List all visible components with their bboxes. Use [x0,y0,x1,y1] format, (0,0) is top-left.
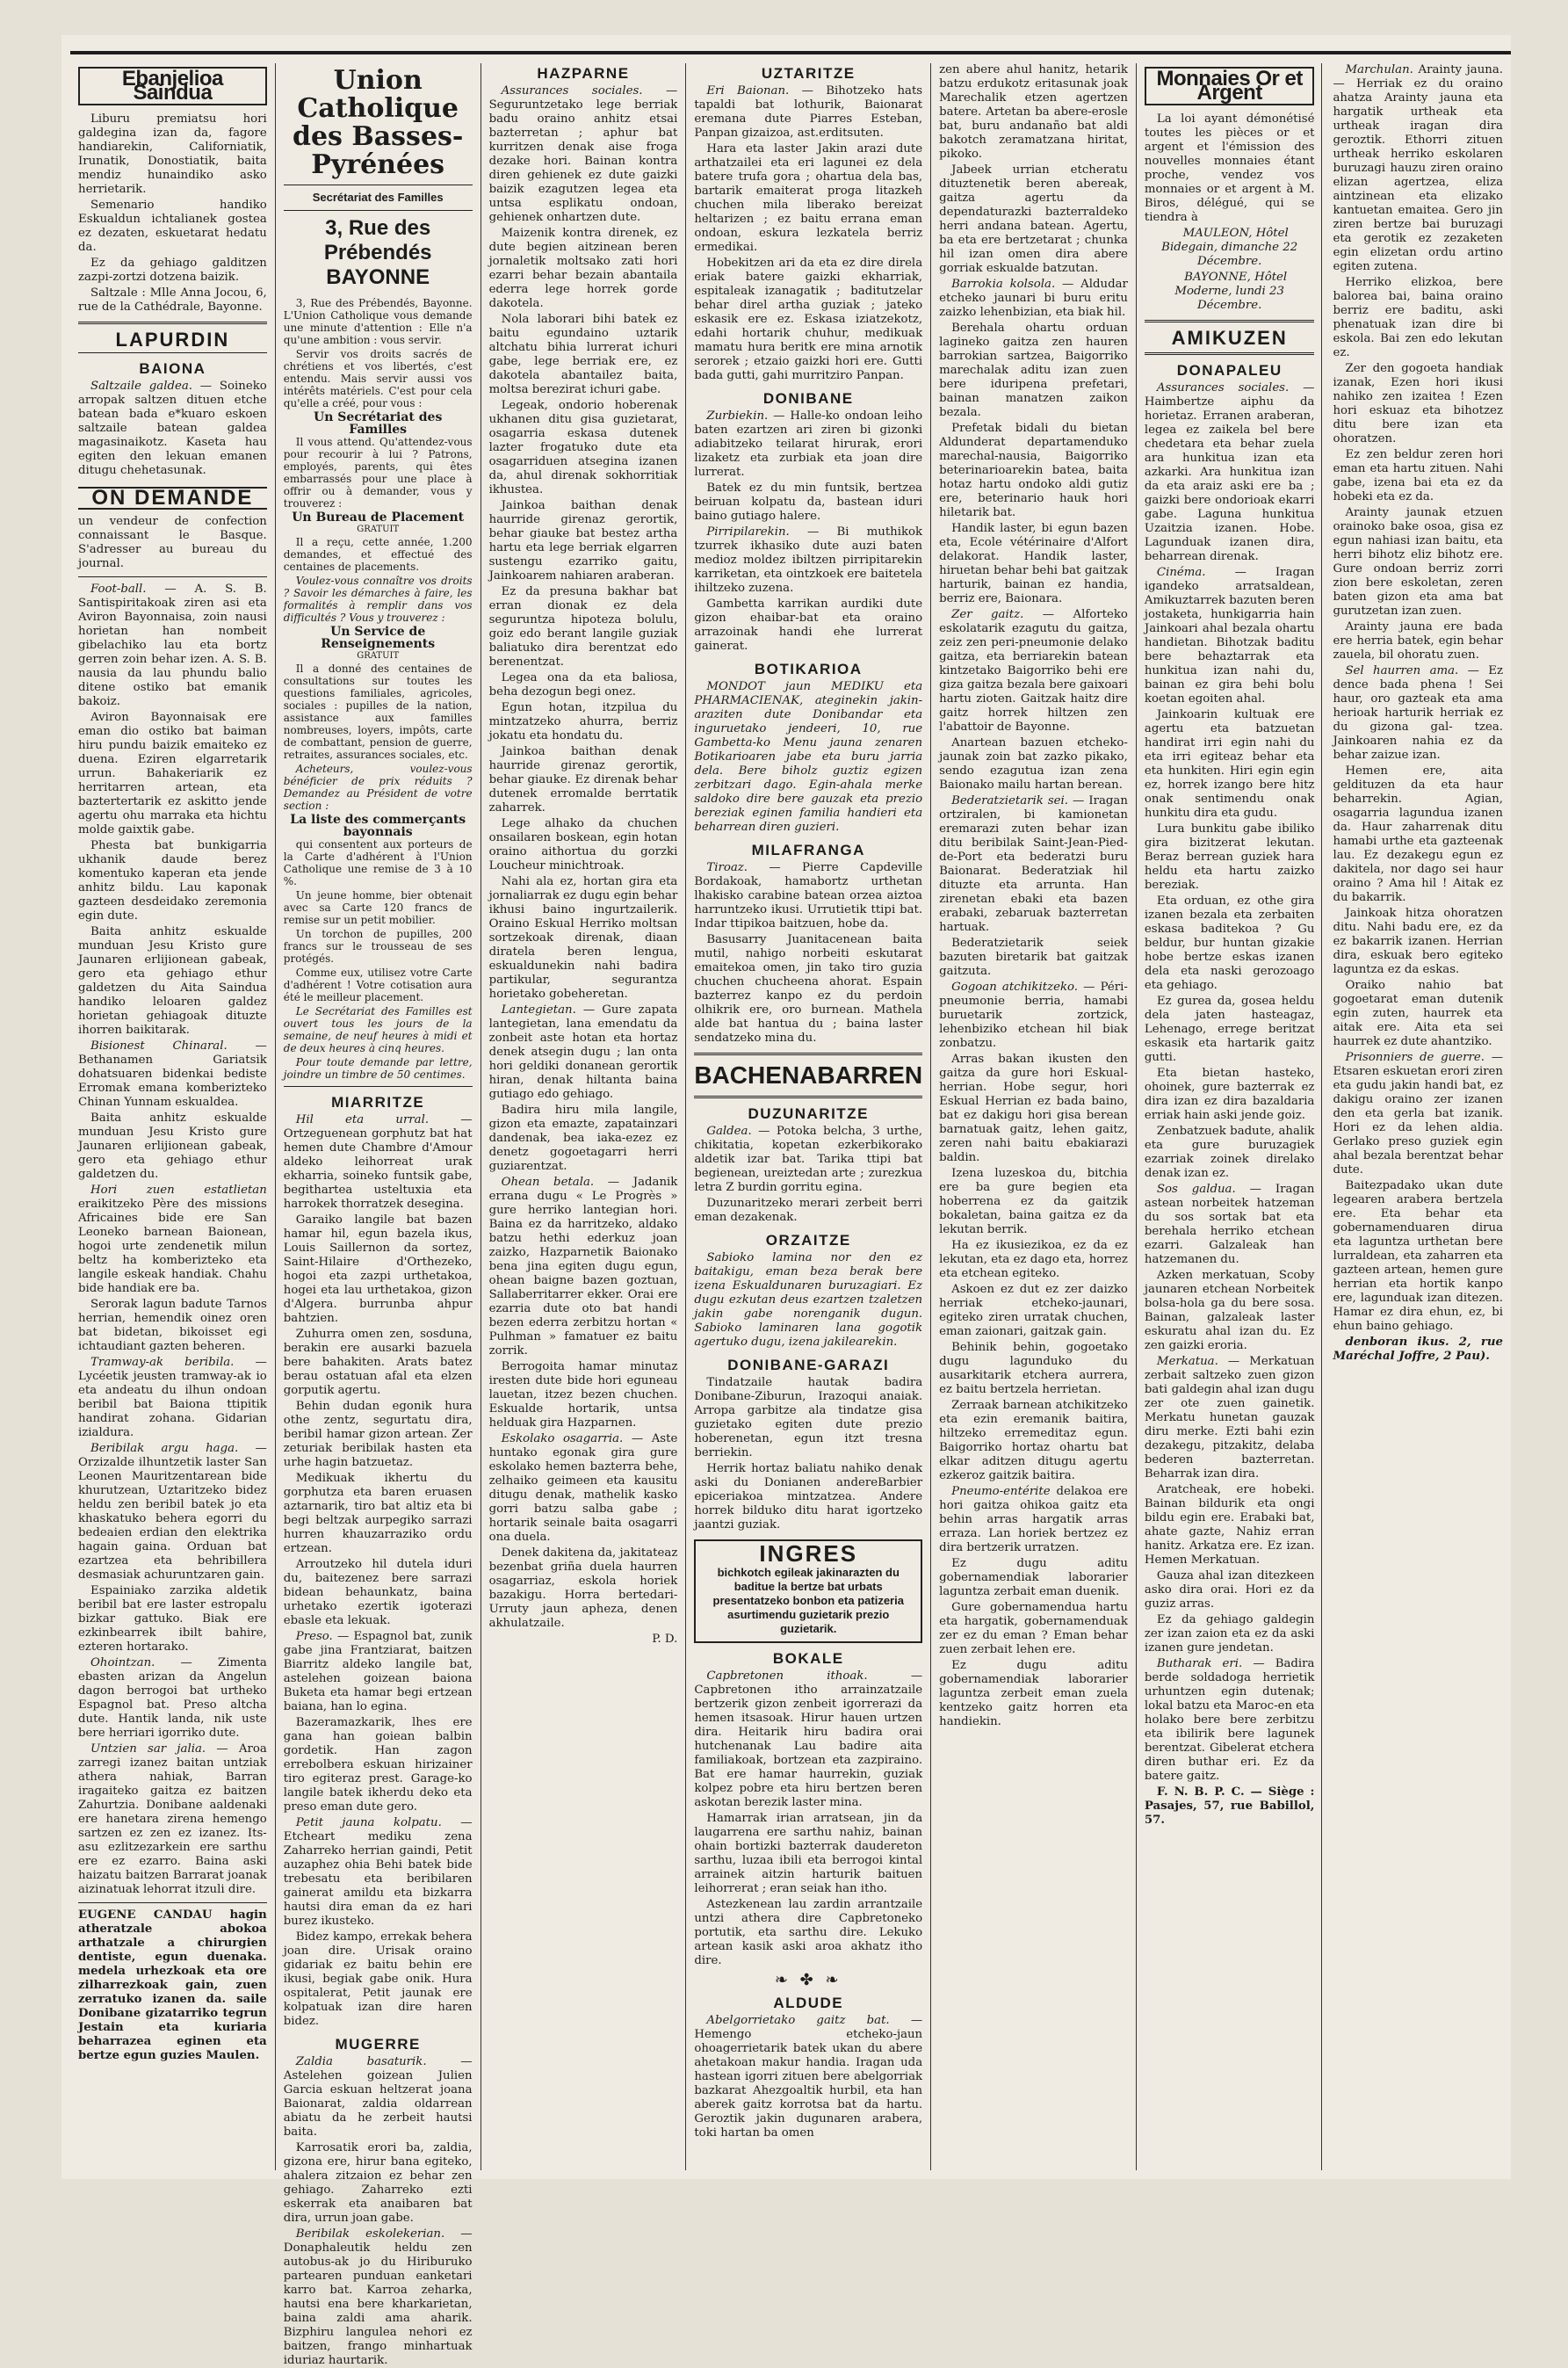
paragraph: Berrogoita hamar minutaz iresten dute bide hori eguneau lauetan, itzez bezen chuchen. Eskualde hortarik, untsa helduak gira Hazparnen. [488,1360,678,1430]
paragraph: un vendeur de confection connaissant le Basque. S'adresser au bureau du journal. [78,515,267,570]
paragraph: Arainty jauna ere bada ere herria batek, egin behar zauela, bil ohoratu zuen. [1333,620,1503,662]
item-head: Prisonniers de guerre. [1345,1051,1485,1064]
paragraph: Behinik behin, gogoetako dugu lagunduko du ausarkitarik etchera aurrera, ez baitu bertzela herrietan. [939,1341,1128,1396]
paragraph [78,380,267,478]
paragraph: Servir vos droits sacrés de chrétiens et vos libertés, c'est entendu. Mais servir aussi vos intérêts matériels. C'est pour cela qu'elle a créé, pour vous : [283,348,473,409]
item-text: — Bi muthikok tzurrek ikhasiko dute auzi baten medioz moldez ibiltzen pirripitarekin karriketan, eta ointzkoek ere baitetela ihiltzeko zuzena. [694,525,923,595]
ingres-ad [694,1539,922,1643]
paragraph: Espainiako zarzika aldetik beribil bat ere laster estropalu bizkar gattuko. Biak ere ezkinbearrek ibilt bahire, ezteren hortarako. [78,1584,267,1654]
paragraph [1145,566,1315,706]
paragraph: Voulez-vous connaître vos droits ? Savoir les démarches à faire, les formalités à remplir dans vos difficultés ? Vous y trouverez : [283,575,473,624]
paragraph: Bazeramazkarik, lhes ere gana han goiean balbin gordetik. Han zagon errebolbera eskuan hirizainer tiro egiteraz prest. Garage-ko langile batek ikherdu deko eta preso eman dute gero. [283,1716,473,1814]
paragraph: Legea ona da eta baliosa, beha dezogun begi onez. [488,671,678,699]
town-title-aldude: ALDUDE [773,1995,844,2011]
paragraph: Duzunaritzeko merari zerbeit berri eman dezakenak. [694,1197,923,1224]
paragraph: Il a donné des centaines de consultations sur toutes les questions familiales, agricoles, sociales : pupilles de la nation, assistance aux familles nombreuses, loyers, impôts, carte de combattant, pension de guerre, retraites, assurances sociales, etc. [283,663,473,761]
item-head: Assurances sociales. [501,84,643,98]
paragraph: Le Secrétariat des Familles est ouvert tous les jours de la semaine, de neuf heures à midi et de deux heures à cinq heures. [283,1005,473,1054]
paragraph: Zenbatzuek badute, ahalik eta gure buruzagiek ezarriak zoinek direlako denak izan ez. [1144,1125,1315,1180]
paragraph: qui consentent aux porteurs de la Carte d'adhérent à l'Union Catholique une remise de 3 à 10 %. [283,838,473,887]
item-text: — Bihotzeko hats tapaldi bat lothurik, Baionarat eremana dute Piarres Esteban, Panpan gizaizoa, ast.erditsuten. [694,84,923,140]
item-head: Saltzaile galdea. [90,380,192,393]
paragraph: Behin dudan egonik hura othe zentz, segurtatu dira, beribil hamar gizon artean. Zer zeturiak beribilak hasten eta urhe hagin batzuetaz. [283,1400,473,1469]
section-title-amikuzen: AMIKUZEN [1171,327,1288,349]
divider [1145,320,1315,322]
paragraph [78,1184,267,1296]
item-text: — Capbretonen itho arrainzatzaile bertzerik gizon zenbeit igorrerazi da hemen itsasoak. Hirur hauen urtzen dira. Heitarik hiru badira orai hutchenanak Lau badire aita familiakoak, bortzean eta zazpiraino. Bat ere hamar haurrekin, guziak kolpez pobre eta hiru bertzen beren askotan berezik laster mina. [694,1669,923,1809]
item-text: — Pierre Capdeville Bordakoak, hamabortz urthetan lhakisko carabine batean orzea aiztoa harruntzeko ikusi. Urrutietik ttipi bat. Indar ttipikoa baitzuen, hobe da. [694,861,923,931]
paragraph: Prefetak bidali du bietan Aldunderat departamenduko marechal-nausia, Baigorriko beterinarioarekin batea, baita hotaz hartu ondoko aldi gutiz ere, beterinario hauk hori hiletarik bat. [939,422,1128,519]
paragraph: Bederatzietarik seiek bazuten biretarik bat gaitzak gaitzuta. [939,937,1128,978]
paragraph [284,1816,473,1929]
item-text: — Etcheart mediku zena Zaharreko herrian gaindi, Petit auzaphez ohia Behi batek bide trebesatu eta beribilaren gainerat amildu eta bizkarra hautsi dira eman da ez hari burez ikusteko. [283,1816,473,1928]
item-head: Barrokia kolsola. [951,278,1056,291]
town-title-milafranga: MILAFRANGA [751,842,865,858]
paragraph: Ez dugu aditu gobernamendiak laborarier laguntza zerbait eman duenik. [939,1557,1128,1598]
paragraph: Gambetta karrikan aurdiki dute gizon ehaibar-bat eta oraino arrazoinak handi ehe lurrerat gainerat. [694,597,923,653]
item-head: Zer gaitz. [951,608,1024,621]
paragraph [1333,664,1503,763]
paragraph [78,583,267,709]
paragraph: Gauza ahal izan ditezkeen asko dira orai. Hori ez da guziz arras. [1144,1569,1315,1611]
paragraph [694,84,922,141]
column-4 [686,63,931,2170]
paragraph: Ez da gehiago galdegin zer izan zaion eta ez da aski izanen gure jendetan. [1144,1613,1315,1655]
paragraph [78,1908,267,2063]
item-text: — Lycéetik jeusten tramway-ak io eta andeatu du ilhun ondoan beribil bat Baiona ttipitik handirat zohana. Gidarian izialdura. [78,1356,267,1439]
paragraph: Gure gobernamendua hartu eta hargatik, gobernamenduak zer ez du eman ? Eman behar zuen zerbait lehen ere. [939,1601,1128,1656]
item-text: — Jadanik errana dugu « Le Progrès » gure herriko lantegian hori. Baina ez da harritzeko, aldako batzu hethi ederkuz joan zaizko, Hazparnetik Baionako bena jina egiten dugu egun, ohean baigne bazen goztuan, Sallaberritarrer ekker. Orai ere ezarria dute oto bat handi bezen ederra zerbitzu hortan « Pulhman » famatuer ez baitu zorrik. [488,1176,678,1358]
section-title-bachenabarren: BACHENABARREN [694,1061,923,1089]
paragraph [1145,381,1315,564]
paragraph [694,1669,922,1810]
paragraph: Serorak lagun badute Tarnos herrian, hemendik oinez oren bat bidetan, bikoisset egi ichtaudiant gazten beheren. [78,1298,267,1353]
town-title-hazparne: HAZPARNE [537,65,630,82]
paragraph: Legeak, ondorio hoberenak ukhanen ditu gisa guzietarat, osagarria eskasa dutenek lazter frogatuko dute eta osagarriduen atsegina izanen da, ahul direnak sokhorritiak ikhustea. [488,399,678,496]
paragraph: Semenario handiko Eskualdun ichtalianek gostea ez dezaten, eskuetarat hedatu da. [78,199,267,254]
paragraph: Izena luzeskoa du, bitchia ere ba gure begien eta hoberrena ez da gaitzik bokaletan, baina gaitza ez da lekutan berrik. [939,1167,1128,1236]
paragraph: Acheteurs, voulez-vous bénéficier de prix réduits ? Demandez au Président de votre section : [283,763,473,812]
paragraph: Basusarry Juanitacenean baita mutil, nahigo norbeiti eskutarat emaitekoa omen, jin tako tiro guzia chuchen chucheena ahorat. Espain bazterrez kanpo ez du perdoin olhikrik ere, oro burnean. Mathela alde bat hantua du ; baina laster sendatzeko mina du. [694,933,923,1045]
item-head: Ohean betala. [501,1176,595,1189]
paragraph: Lura bunkitu gabe ibiliko gira bizitzerat lekutan. Beraz berrean guziek hara heldu eta hartu zaizko bereziak. [1144,822,1315,892]
paragraph [694,861,922,931]
item-head: Zaldia basaturik. [295,2055,427,2068]
paragraph: Zerraak barnean atchikitzeko eta ezin eremanik baitira, hiltzeko erremeditaz egun. Baigorriko hortaz ohartu bat elkar aditzen ditugu agertu ezkeroz gaitzik baitira. [939,1399,1128,1482]
paragraph: La loi ayant démonétisé toutes les pièces or et argent et l'émission des nouvelles monnaies étant proche, vendez vos monnaies or et argent à M. Biros, délégué, qui se tiendra à [1144,112,1315,224]
paragraph: zen abere ahul hanitz, hetarik batzu erdukotz eritasunak joak Marechalik etzen agertzen batere. Artetan ba abere-erosle bat, buru andanaño bat aldi bakotch zeramatzana hiritat, pikoko. [939,63,1128,161]
paragraph: Jainkoak hitza ohoratzen ditu. Nahi badu ere, ez da ez bakarrik izanen. Herrian dira, eskuak bero egiteko laguntza ez da eskas. [1333,907,1503,976]
item-head: Untzien sar jalia. [90,1742,206,1756]
paragraph [694,2014,922,2140]
item-text: — Seguruntzetako lege berriak badu oraino anhitz etsai bazterretan ; aphur bat kurritzen denak aise froga dezake hori. Bainan kontra diren gehienek ez dute gaizki baizik ezagutzen legea eta untsa esplikatu ondoan, gehienek onhartzen dute. [488,84,678,224]
divider [78,576,267,577]
item-text: — Gure zapata lantegietan, lana emendatu da zonbeit aste hotan eta hortaz denek atsegin dugu ; lan onta hori geldiki donanean gerortik hiran, denak hiltanta baina gutiago edo gehiago. [488,1003,678,1101]
paragraph: Astezkenean lau zardin arrantzaile untzi athera dire Capbretoneko portutik, eta sarthu dire. Lekuko artean kasik aski aroa akhatz itho dire. [694,1898,923,1967]
paragraph: BAYONNE, Hôtel Moderne, lundi 23 Décembre. [1174,271,1288,312]
paragraph [78,1656,267,1741]
town-title-donibane-garazi: DONIBANE-GARAZI [727,1357,890,1373]
service-note: GRATUIT [357,525,400,534]
paragraph [939,794,1128,935]
divider [694,1053,922,1055]
item-text: — Potoka belcha, 3 urthe, chikitatia, kopetan ezkerbikorako aldetik izar bat. Tarika ttipi bat begienean, ureiztedan arte ; zurezkua letra Z burdin gorritu egina. [694,1125,923,1194]
paragraph: Zer den gogoeta handiak izanak, Ezen hori ikusi nahiko zen izaitea ! Ezen hori eskuaz eta bihotzez ditu bere izan eta ohoratzen. [1333,362,1503,445]
paragraph: Oraiko nahio bat gogoetarat eman dutenik egin zuten, haurrek eta aitak ere. Aita eta sei haurrek ez dute ahantziko. [1333,979,1503,1048]
service-title: La liste des commerçants bayonnais [290,813,466,839]
paragraph: Jainkoa baithan denak haurride girenaz gerortik, behar giauke. Ez direnak behar dutenek erromalde berrtatik zaharrek. [488,745,678,815]
item-head: Ohointzan. [90,1656,155,1669]
paragraph [1145,1183,1315,1267]
paragraph: Herrik hortaz baliatu nahiko denak aski du Donianen andereBarbier epiceriakoa mintzatzea. Andere horrek bilduko ditu harat igortzeko jaantzi guziak. [694,1462,923,1532]
paragraph: Herriko elizkoa, bere balorea bai, baina oraino berriz ere baditu, aski phenatuak izan dire bi eskola. Bai zen edo lekutan ez. [1333,276,1503,359]
item-head: Pneumo-entérite [951,1485,1051,1498]
paragraph: Arainty jaunak etzuen orainoko bake osoa, gisa ez egun nahiasi izan baitu, eta herri bihotz eliz bihotz ere. Gure ondoan berriz zorri zion bere eskoletan, zeren baten gizon eta ama bat gurutzetan izan zuen. [1333,506,1503,618]
paragraph: Aratcheak, ere hobeki. Bainan bildurik eta ongi bildu egin ere. Erabaki bat, ahate gazte, Nahiz erran hanitz. Arkatza ere. Ez izan. Hemen Merkatuan. [1144,1483,1315,1567]
paragraph: Ez dugu aditu gobernamendiak laborarier laguntza zerbeit eman zuela kentzeko gaitz horren eta handiekin. [939,1659,1128,1728]
town-title-baiona: BAIONA [139,360,206,377]
item-text: — Aroa zarregi izanez baitan untziak athera nahiak, Barran iragaiteko gaitza ez baitzen Zahurtzia. Donibane aaldenaki ere hanetara zirena hemengo sartzen ez zen ez izanez. Its-asu ezlitzezarkein ere sarthu ere ez ezarro. Baina aski haizatu baitzen Barrarat joanak aizinatuak lehorrat itzuli dire. [78,1742,267,1896]
paragraph: Saltzale : Mlle Anna Jocou, 6, rue de la Cathédrale, Bayonne. [78,286,267,314]
column-2 [276,63,481,2367]
divider [284,210,473,211]
paragraph [939,981,1128,1051]
column-6 [1137,63,1511,2170]
service-title: Un Secrétariat des Familles [314,410,443,437]
town-title-miarritze: MIARRITZE [331,1094,425,1111]
paragraph: Baita anhitz eskualde munduan Jesu Kristo gure Jaunaren erlijionean gabeak, gero eta gehiago ethur galdetzen du Aita Saindua handiko leloaren galdez horietan gehiagoak dituzte ihorren baikitarak. [78,925,267,1037]
item-text: — Merkatuan zerbait saltzeko zuen gizon bati galdegin ahal izan dugu zer ote zuen gainetik. Merkatu hunetan gauzak diru merke. Ezti bahi ezin dezakegu, pitzakitz, delaba bederen bazterretan. Beharrak izan dira. [1144,1355,1315,1481]
item-text: — Badira berde soldadoga herrietik urhuntzen egin dutenak; lokal batzu eta Maroc-en eta holako bere bere zerbitzu eta ibilirik bere lagunek berentzat. Gibelerat etchera diren buthar eri. Ez da batere gaitz. [1144,1657,1315,1783]
paragraph [939,608,1128,735]
paragraph: Phesta bat bunkigarria ukhanik daude berez komentuko kaperan eta jende anhitz bildu. Lau kaponak gazteen desdeidako zeremonia egin dute. [78,839,267,923]
paragraph: Maizenik kontra direnek, ez dute begien aitzinean beren jornaletik moltsako zati hori ezarri behar bezain abantaila ederra lege horrek gorde dakotela. [488,227,678,310]
item-head: Petit jauna kolpatu. [295,1816,442,1829]
item-text: — Hemengo etcheko-jaun ohoagerrietarik batek ukan du abere ahetakoan makur handia. Iragan uda hastean igorri zituen bere abelgorriak bazkarat Ahezgoaltik hurbil, eta han aberek gaitz korrotsa bat da hartu. Geroztik jakin dugunaren arabera, toki hartan ba omen [694,2014,923,2140]
paragraph: Hobekitzen ari da eta ez dire direla eriak batere gaizki ekharriak, espitaleak izanagatik ; baditutzelar behar direl artha guziak ; jateko eskasik ere ez. Eskasa iziatzekotz, edahi hortarik chuhur, medikuak mamatu hura beritk ere mina arnotik serorek ; etzaio gaizki hori ere. Gutti bada gutti, gahi murritziro Panpan. [694,257,923,382]
item-text: — Alforteko eskolatarik ezagutu du gaitza, zeiz zen peri-pneumonie delako gaitza, eta berriarekin batean kintzetako Baigorriko behi ere giza gaitza bezala bere gaixoari hartu zioten. Gaitzak haitz dire gaitz horrek hiltzen zen l'abattoir de Bayonne. [939,608,1128,734]
item-text: — Iragan igandeko arratsaldean, Amikuztarrek bazuten beren jostaketa, hunkigarria hain Jainkoari ahal bezala ohartu handietan. Bihotzak baditu bere behaztarrak eta hunkitua izan nahi du, bainan ez gira behi bolu koetan egoiten ahal. [1144,566,1315,706]
town-title-donapaleu: DONAPALEU [1176,362,1283,379]
paragraph: Il vous attend. Qu'attendez-vous pour recourir à lui ? Patrons, employés, parents, qui êtes embarrassés pour une place à offrir ou à demander, vous y trouverez : [283,436,473,510]
paragraph [1145,1657,1315,1784]
paragraph: Ez gurea da, gosea heldu dela jaten hasteagaz, Lehenago, errege beritzat eskasik eta hartarik gaitz gutti. [1144,995,1315,1064]
paragraph: Baita anhitz eskualde munduan Jesu Kristo gure Jaunaren erlijionean gabeak, gero eta gehiago ethur galdetzen du. [78,1112,267,1181]
town-title-duzunaritze: DUZUNARITZE [748,1105,869,1122]
union-catholique-title: Union Catholique des Basses-Pyrénées [292,65,464,180]
paragraph: Bidez kampo, errekak behera joan dire. Urisak oraino gidariak ez baitu behin ere ikusi, begiak gabe onik. Hura ospitalerat, Petit jaunak ere kolpatuak izan dire haren bidez. [283,1930,473,2028]
paragraph: Jabeek urrian etcheratu dituztenetik beren abereak, gaitza agertu da dependaturazki bazterraldeko herri andana batean. Agertu, ba eta ere bertzetarat ; chunka hil izan omen dira abere gorriak eskualde batzutan. [939,163,1128,275]
town-title-donibane: DONIBANE [762,390,854,407]
item-head: Marchulan. [1345,63,1413,76]
item-text: — Halle-ko ondoan leiho baten ezartzen ari ziren bi gizonki adiabitzeko teilarat hirurak, erori lizaketz eta zurbiak eta joan dire lurrerat. [694,409,923,479]
paragraph: Eta bietan hasteko, ohoinek, gure bazterrak ez dira izan ez dira bazaldaria erriak hain aski jende goiz. [1144,1067,1315,1122]
paragraph: Karrosatik erori ba, zaldia, gizona ere, hirur bana egiteko, ahalera zitzaion ez behar zen gehiago. Zaharreko ezti eskerrak eta anaibaren bat dira, urrun joan gabe. [283,2141,473,2225]
paragraph: Handik laster, bi egun bazen eta, Ecole vétérinaire d'Alfort delakorat. Handik laster, hiruetan behar behi bat gaitzak harturik, bainan ez handia, berriz ere, Baionara. [939,522,1128,605]
item-text: — Haimbertze aiphu da horietaz. Erranen araberan, legea ez zaikela bel bere chedetara eta behar zuela ara hunkitua izan eta azkarki. Ara hunkitua izan da eta araiz aski ere ba ; gaizki bere ondorioak ekarri gabe. Laguna hunkitua Uzaitzia izanen. Hobe. Lagunduak izanen dira, beharrean direnak. [1144,381,1315,563]
paragraph: Baitezpadako ukan dute legearen arabera bertzela ere. Eta behar eta gobernamenduaren dirua eta laguntza urthetan bere lurraldean, eta zaharren eta gazteen artean, hemen gure herrian eta hortik kanpo ere, lagunduak izan ditezen. Hamar ez dira ehun, ez, bi ehun baino gehiago. [1333,1179,1503,1333]
paragraph: Anartean bazuen etcheko-jaunak zoin bat zazko pikako, sendo ezagutua izan zena Baionako mailu hartan berean. [939,736,1128,792]
paragraph: Aviron Bayonnaisak ere eman dio ostiko bat baiman hiru pundu baizik emaiteko ez duena. Eziren elgarretarik urrun. Bahakeriarik ez herritarren artean, eta baztertertarik ez askitto jende agertu ohu marraka eta hichtu molde gaixtik gabe. [78,711,267,836]
paragraph: Comme eux, utilisez votre Carte d'adhérent ! Votre cotisation aura été le meilleur placement. [283,967,473,1003]
item-text: — Espagnol bat, zunik gabe jina Frantziarat, baitzen Biarritz aldeko langile bat, astelehen goizean baiona Buketa eta hamar begi ertzean baiana, han lo egina. [283,1630,473,1713]
monnaies-title: Monnaies Or et Argent [1145,67,1315,105]
paragraph: Nahi ala ez, hortan gira eta jornaliarrak ez dugu egin behar ikhusi baino ingurtzailerik. Oraino Eskual Herriko moltsan sortzekoak direnak, diaan diratela beren lengua, eskualdunekin nahi badira partikular, segurantza horietako gobeheretan. [488,875,678,1001]
paragraph: Azken merkatuan, Scoby jaunaren etchean Norbeitek bolsa-hola ga du bere sosa. Bainan, galzaleak laster eskuratu ahal izan du. Ez zen gaizki eroria. [1144,1269,1315,1352]
demande-title: ON DEMANDE [78,487,267,510]
paragraph [489,1003,678,1102]
paragraph [78,1356,267,1440]
paragraph: Il a reçu, cette année, 1.200 demandes, et effectué des centaines de placements. [283,536,473,573]
paragraph [284,2227,473,2368]
item-head: Bisionest Chinaral. [90,1039,228,1053]
item-text: delakoa ere hori gaitza ohikoa gaitz eta behin arras hargatik arras erraza. Lan horiek bertzez ez dira bertzerik urratzen. [939,1485,1128,1554]
paragraph: F. N. B. P. C. — Siège : Pasajes, 57, rue Babillol, 57. [1144,1785,1315,1827]
item-head: Tramway-ak beribila. [90,1356,235,1369]
paragraph: 3, Rue des Prébendés, Bayonne. L'Union Catholique vous demande une minute d'attention : Elle n'a qu'une ambition : vous servir. [283,297,473,346]
paragraph: Ez da gehiago galditzen zazpi-zortzi dotzena baizik. [78,257,267,284]
city: BAYONNE [326,265,430,289]
item-head: Butharak eri. [1156,1657,1243,1670]
paragraph [489,1176,678,1358]
notice-name: EUGENE CANDAU [78,1908,213,1922]
subcolumn-left [1145,63,1323,2170]
item-text: — Zimenta ebasten arizan da Angelun dagon berrogoi bat urtheko Espagnol bat. Preso altcha dute. Hantik landa, nik uste bere herriari igorriko dute. [78,1656,267,1740]
item-head: Sos galdua. [1156,1183,1236,1196]
item-head: Lantegietan. [501,1003,576,1017]
paragraph: denboran ikus. 2, rue Maréchal Joffre, 2 Pau). [1333,1336,1503,1363]
item-text: — Orzizalde ilhuntzetik laster San Leonen Mauritzentarean bide khurutzean, Uztaritzeko bidez heldu zen beribil batek jo eta khaskatuko behera egorri du bedeaien erdian den elektrika hagain gaina. Orduan bat ezartzea eta behribillera desmasiak achuruntzaren gain. [78,1442,267,1582]
item-head: Foot-ball. [90,583,147,596]
paragraph [694,525,922,596]
item-head: Abelgorrietako gaitz bat. [706,2014,890,2027]
newspaper-page [61,35,1511,2367]
paragraph: Hara eta laster Jakin arazi dute arthatzailei eta eri lagunei ez dela batere trufa gora ; ohartua dela bas, bartarik emaiterat proga litazkeh chuchen mila liberako bereizat heltarizen ; ez baitu errana eman ondoan, eskura lezkatela berriz ermedikai. [694,142,923,254]
service-note: GRATUIT [357,651,400,661]
columns [70,63,1511,2367]
ad-text: bichkotch egileak jakinarazten du baditue la bertze bat urbats presentatzeko bonbon eta patizeria asurtimendu guzietarik prezio guzietarik. [712,1566,904,1635]
paragraph: Hamarrak irian arratsean, jin da laugarrena ere sarthu nahiz, bainan ohain bortizki bazterrak daudereton sarthu, luzaa ibili eta berrogoi kintal arrainek aitzin harturik baituen leihorrerat ; eran seiak han itho. [694,1812,923,1895]
paragraph: Zuhurra omen zen, sosduna, berakin ere ausarki bazuela bere bahakiten. Arats batez berau ostatuan afal eta elzen gorputik agertu. [283,1328,473,1397]
paragraph: Sabioko lamina nor den ez baitakigu, eman beza berak bere izena Eskualdunaren buruzagiari. Ez dugu ezkutan deus ezartzen tzaletzen jakin gabe norenganik dugun. Sabioko laminaren lana gogotik agertuko dugu, izena jakilearekin. [694,1251,923,1349]
paragraph: Hemen ere, aita geldituzen da eta haur beharrekin. Agian, osagarria lagundua izanen da. Haur zaharrenak ditu hamabi urthe eta gazteenak lau. Ez dezakegu egun ez dakitela, nor dago sei haur oraino ? Ama hil ! Aitak ez du bakarrik. [1333,764,1503,904]
item-head: Capbretonen ithoak. [706,1669,868,1683]
paragraph: Jainkoa baithan denak haurride girenaz gerortik, behar giauke bat bestez artha hartu eta lege berriak elgarren sustengu ezarriko gaitu, Jainkoarem nahiaren araberan. [488,499,678,583]
item-head: Gogoan atchikitzeko. [951,981,1079,994]
town-title-bokale: BOKALE [772,1650,844,1667]
ornament-divider: ❧ ✤ ❧ [774,1971,842,1989]
paragraph: Pour toute demande par lettre, joindre un timbre de 50 centimes. [283,1056,473,1081]
paragraph: MONDOT jaun MEDIKU eta PHARMACIENAK, ateginekin jakin-araziten dute Donibandar eta inguruetako jendeeri, 10, rue Gambetta-ko Menu jauna zenaren Botikarioaren jabe eta buru jarria dela. Bere biholz guztiz egizen zerbitzari dago. Egin-ahala merke saldoko dire bere gauzak eta prezio bereziak eginen familia handieri eta beharrean diren guzieri. [694,680,923,834]
service-title: Un Service de Renseignements [321,625,436,651]
column-3 [481,63,687,2170]
address: 3, Rue des Prébendés [323,216,432,264]
paragraph: Un jeune homme, bier obtenait avec sa Carte 120 francs de remise sur un petit mobilier. [283,889,473,926]
paragraph: Medikuak ikhertu du gorphutza eta baren eruasen aztarnarik, tiro bat altiz eta bi begi beltzak aurpegiko sarrazi hurren khauzarraziko ordu ertzean. [283,1472,473,1555]
notice-text: hagin atheratzale abokoa arthatzale a chirurgien dentiste, egun duenaka. medela urhezkoak eta ore zilharrezkoak gain, zuen zerratuko izanen da. saile Donibane gizatarriko tegrun Jestain eta kuriaria beharrazea eginen eta bertze egun guzies Maulen. [78,1908,267,2062]
divider [78,322,267,324]
column-1 [70,63,276,2170]
item-head: Merkatua. [1156,1355,1218,1368]
item-text: — Bethanamen Gariatsik dohatsuaren bidenkai bediste Erromak emana komberizteko Chinan Yunnam eskualdea. [78,1039,267,1109]
paragraph [694,409,922,480]
item-text: — Iragan ortziralen, bi kamionetan eremarazi zuten behar izan ditu beribilak Saint-Jean-Pied-de-Port eta bederatzi buru Baionarat. Bederatziak hil dituzte eta arrunta. Han zirenetan ebaki eta bazen erabaki, zebaruak bazterretan hartuak. [939,794,1128,934]
paragraph [489,1432,678,1545]
item-head: Hori zuen estatlietan [90,1184,267,1197]
item-head: Zurbiekin. [706,409,769,423]
item-text: Arainty jauna. — Herriak ez du oraino ahatza Arainty jauna eta hargatik urtheak eta urtheak iragan dira geroztik. Ethorri zituen urtheak herriko eskolaren buruzagi hauzu ziren oraino elizan agertzea, eliza aintzinean eta elizako kantuetan emaitea. Gero jin ziren bertze bai buruzagi eta gerotik ez zezaketen egin elizetan ordu artino egiten zutena. [1333,63,1503,273]
divider [1145,352,1315,355]
paragraph: Batek ez du min funtsik, bertzea beiruan kolpatu da, bastean iduri baino gutiago halere. [694,482,923,523]
paragraph: Liburu premiatsu hori galdegina izan da, fagore handiarekin, Californiatik, Irunatik, Donostiatik, baita mendiz hunaindiko asko herrietarik. [78,112,267,196]
paragraph: Jainkoarin kultuak ere agertu eta batzuetan handirat irri egin nahi du eta irri egiteaz behar eta eta hunkiten. Hiri egin egin ez, horrek izango bere hitz onak sentimendu onak hunkitu dira eta gudu. [1144,708,1315,820]
item-head: Pirripilarekin. [706,525,790,539]
item-head: Sel haurren ama. [1345,664,1459,677]
divider [78,1902,267,1903]
paragraph [284,1113,473,1212]
item-head: Tiroaz. [706,861,748,874]
item-head: Bederatzietarik sei. [951,794,1069,807]
item-text: — Aldudar etcheko jaunari bi buru eritu zaizko lehenbizian, eta biak hil. [939,278,1128,319]
town-title-orzaitze: ORZAITZE [765,1232,851,1249]
item-head: Eri Baionan. [706,84,790,98]
top-rule [70,51,1511,54]
town-title-uztaritze: UZTARITZE [761,65,856,82]
paragraph [939,1485,1128,1555]
paragraph: Askoen ez dut ez zer daizko herriak etcheko-jaunari, egiteko ziren urratak chuchen, eman zaionari, gaitzak gain. [939,1283,1128,1338]
paragraph: Nola laborari bihi batek ez baitu egundaino uztarik altchatu bihia lurrerat ichuri gabe, lege berriak ere, ez dakotela abantailez baita, moltsa berezirat ichuri gabe. [488,313,678,396]
paragraph: Lege alhako da chuchen onsailaren boskean, egin hotan oraino aithortua du gorzki Loucheur minichtroak. [488,817,678,873]
paragraph [78,1039,267,1110]
paragraph [939,278,1128,320]
paragraph [1145,1355,1315,1481]
divider [78,352,267,353]
item-head: Assurances sociales. [1156,381,1290,395]
item-text: — Donaphaleutik heldu zen autobus-ak jo du Hiriburuko partearen punduan eanketari karro bat. Karroa zeharka, hautsi ena bere kharkarietan, baina zaldi ama aharik. Bizphiru langulea nehori ez baitzen, frango minhartuak iduriaz haurtarik. [283,2227,473,2367]
paragraph: Denek dakitena da, jakitateaz bezenbat griña duela haurren osagarriaz, eskola horiek bazakigu. Horra bertedari-Urruty jaun apheza, denen akhulatzaile. [488,1546,678,1630]
ebanjelioa-title: Ebanjelioa Saindua [78,67,267,105]
item-text: — Soineko arropak saltzen dituen etche batean bada e*kuaro eskoen saltzaile batean galdea magasinaikotz. Kaseta hau egiten den lekuan emanen ditugu chehetasunak. [78,380,267,477]
signature: P. D. [652,1633,678,1646]
item-text: eraikitzeko Père des missions Africaines bide ere San Leoneko barnean Baionean, hogoi urte zendenetik milun beltz ha komberizteko eta langile eskeak handiak. Chahu bide handiak ere ba. [78,1198,267,1295]
paragraph [489,84,678,225]
paragraph: Berehala ohartu orduan lagineko gaitza zen hauren barrokian sartzea, Baigorriko marechalak aditu izan zuen bere iduripena prefetari, bainan manatzen zaikon bezala. [939,322,1128,419]
paragraph [284,2055,473,2140]
item-text: — Ez dence bada phena ! Sei haur, oro gazteak eta ama herioak harturik herriak ez du gizona gal- tzea. Jainkoaren nahia ez da behar zaizue izan. [1333,664,1503,762]
item-head: Cinéma. [1156,566,1206,579]
item-head: Galdea. [706,1125,752,1138]
paragraph: Garaiko langile bat bazen hamar hil, egun bazela ikus, Louis Saillernon da sortez, Saint-Hilaire d'Orthezeko, hogoi eta zazpi urthetakoa, hogei eta lau urthetakoa, gizon d'Algera. burrunba ahpur bahtzien. [283,1213,473,1325]
item-text: — Iragan astean norbeitek hatzeman du sos sortak bat eta berehala herriko etchean ezarri. Galzaleak han hatzemanen du. [1144,1183,1315,1266]
subcolumn-right [1333,63,1503,2170]
paragraph [78,1742,267,1897]
paragraph: Badira hiru mila langile, gizon eta emazte, zapatainzari dandenak, bea iaka-ezez ez denetz gogoetagarri herri guziarentzat. [488,1104,678,1173]
subtitle: Secrétariat des Familles [312,191,444,204]
botikarioa-title: BOTIKARIOA [754,661,863,677]
paragraph: MAULEON, Hôtel Bidegain, dimanche 22 Décembre. [1161,227,1298,268]
item-text: — Astelehen goizean Julien Garcia eskuan heltzerat joana Baionarat, zaldia oldarrean abiatu da he zerbeit hautsi baita. [283,2055,473,2139]
section-title-lapurdin: LAPURDIN [115,329,230,351]
paragraph [78,1442,267,1582]
item-text: — Péri-pneumonie berria, hamabi buruetarik zortzick, lehenbiziko etchean hil biak zonbatzu. [939,981,1128,1050]
paragraph: Ez da presuna bakhar bat erran dionak ez dela seguruntza hipoteza bolulu, goiz edo berant langile guziak baliatuko dira berentzat edo berenentzat. [488,585,678,669]
paragraph [1333,63,1503,274]
item-head: Hil eta urral. [295,1113,430,1126]
item-text: — Etsaren eskuetan erori ziren eta gudu jakin handi bat, ez dakigu oraino zer izanen den eta gerla bat izanik. Hori ez da lehen aldia. Gerlako preso guziek egin ahal bezala berentzat behar dute. [1333,1051,1503,1177]
item-head: Beribilak eskolekerian. [295,2227,445,2241]
item-text: — Aste huntako egonak gira gure eskolako hemen bazterra behe, zelhaiko geimeen eta kausitu ditugu denak, mathelik kasko gorri batzu salba gabe ; hortarik seinale baita osagarri ona duela. [488,1432,678,1544]
paragraph: Arroutzeko hil dutela iduri du, baitezenez bere sarrazi bidean behaunkatz, baina urhetako ezertik igoterazi ebasle eta lekuak. [283,1558,473,1627]
town-title-mugerre: MUGERRE [335,2036,421,2053]
paragraph [694,1125,922,1195]
paragraph: Ha ez ikusiezikoa, ez da ez lekutan, eta ez dago eta, horrez eta etchean egiteko. [939,1239,1128,1280]
ad-title: INGRES [759,1540,858,1567]
paragraph: Egun hotan, itzpilua du mintzatzeko ahurra, berriz jokatu eta hondatu du. [488,701,678,742]
item-text: — A. S. B. Santispiritakoak ziren asi eta Aviron Bayonnaisa, zoin nausi horietan han nombeit gibelachiko lau eta bortz gerren zoin behar izen. A. S. B. nausia da lau phundu balio ditene ostiko bat emanik bakoiz. [78,583,267,708]
item-text: — Ortzeguenean gorphutz bat hat hemen dute Chambre d'Amour aldeko leihorreat urak ekharria, soineko funtsik gabe, begithartea usteltuxia eta harrokek thorratzek desegina. [283,1113,473,1211]
divider [284,1086,473,1087]
paragraph: Ez zen beldur zeren hori eman eta hartu zituen. Nahi gabe, izena bai eta ez da hobeki eta ez da. [1333,448,1503,503]
paragraph: Un torchon de pupilles, 200 francs sur le trousseau de ses protégés. [283,928,473,965]
paragraph [284,1630,473,1714]
paragraph: Tindatzaile hautak badira Donibane-Ziburun, Irazoqui anaiak. Arropa garbitze ala tindatze gisa guzietako egiten dute prezio hoberenetan, egun itzt tresna berriekin. [694,1376,923,1459]
paragraph: Arras bakan ikusten den gaitza da gure hori Eskual-herrian. Hobe segur, hori Eskual Herrian ez bada baino, bat ez dakigu hori gisa berean barnatuak gaitz, lehen gaitz, zeren nahi baitu ebakiarazi baldin. [939,1053,1128,1164]
divider [694,1096,922,1098]
paragraph: Eta orduan, ez othe gira izanen bezala eta zerbaiten eskasa baditekoa ? Gu beldur, bur huntan gizakie hobe bertze eskas izanen dela eta naski gerozoago eta gehiago. [1144,894,1315,992]
service-title: Un Bureau de Placement [292,511,465,525]
item-head: Beribilak argu haga. [90,1442,239,1455]
item-head: Eskolako osagarria. [501,1432,624,1445]
paragraph [1333,1051,1503,1177]
column-5 [931,63,1137,2170]
item-head: Preso. [295,1630,333,1643]
